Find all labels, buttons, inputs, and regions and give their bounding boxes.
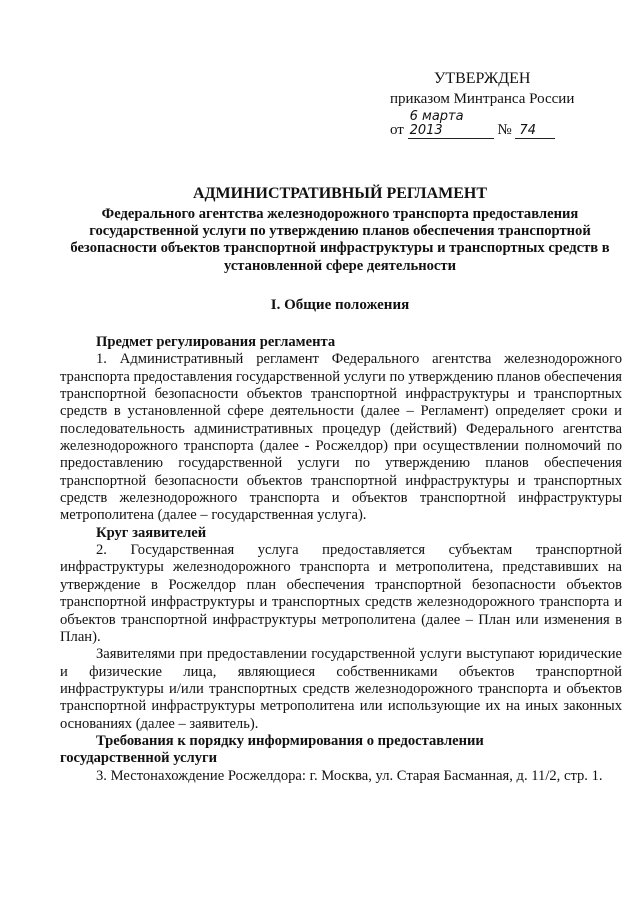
applicants-heading: Круг заявителей — [96, 524, 207, 541]
number-label: № — [497, 122, 512, 138]
paragraph-3: Заявителями при предоставлении государственной услуги выступают юридические и физические лица, являющиеся собственниками объектов транспортной инфраструктуры и/или транспортных средств железнодорожного транспорта и объектов транспортной инфраструктуры метрополитена или использующие их на иных законных основаниях (далее – заявитель). — [60, 646, 622, 732]
approval-title: УТВЕРЖДЕН — [434, 70, 531, 87]
paragraph-2: 2. Государственная услуга предоставляется субъектам транспортной инфраструктуры железнодорожного транспорта и метрополитена, представивших на утверждение в Росжелдор план обеспечения транспортной безопасности объектов транспортной инфраструктуры и транспортных средств железнодорожного транспорта и объектов транспортной инфраструктуры метрополитена (далее – План или изменения в План). — [60, 542, 622, 645]
document-title: АДМИНИСТРАТИВНЫЙ РЕГЛАМЕНТ — [192, 185, 488, 202]
approval-date-line — [390, 110, 630, 141]
date-prefix: от — [390, 122, 404, 138]
approval-stamp — [390, 68, 630, 141]
subject-heading: Предмет регулирования регламента — [96, 334, 336, 350]
document-body — [60, 334, 622, 785]
approval-order-line: приказом Минтранса России — [390, 91, 575, 107]
paragraph-4: 3. Местонахождение Росжелдора: г. Москва, ул. Старая Басманная, д. 11/2, стр. 1. — [96, 767, 603, 784]
requirements-heading-cont: государственной услуги — [60, 750, 218, 767]
section-title: I. Общие положения — [270, 297, 410, 313]
handwritten-number: 74 — [515, 124, 555, 139]
paragraph-1: 1. Административный регламент Федерального агентства железнодорожного транспорта предоставления государственной услуги по утверждению планов обеспечения транспортной безопасности объектов транспортной инфраструктуры и транспортных средств в установленной сфере деятельности (далее – Регламент) определяет сроки и последовательность административных процедур (действий) Федерального агентства железнодорожного транспорта (далее - Росжелдор) при осуществлении полномочий по предоставлению государственной услуги по утверждению планов обеспечения транспортной безопасности объектов транспортной инфраструктуры и транспортных средств железнодорожного транспорта и объектов транспортной инфраструктуры метрополитена (далее – государственная услуга). — [60, 351, 622, 524]
requirements-heading: Требования к порядку информирования о предоставлении — [96, 732, 484, 749]
handwritten-date: 6 марта 2013 — [408, 110, 494, 139]
document-subtitle: Федерального агентства железнодорожного транспорта предоставления государственной услуги по утверждению планов обеспечения транспортной безопасности объектов транспортной инфраструктуры и транспортных средств в установленной сфере деятельности — [70, 206, 610, 274]
